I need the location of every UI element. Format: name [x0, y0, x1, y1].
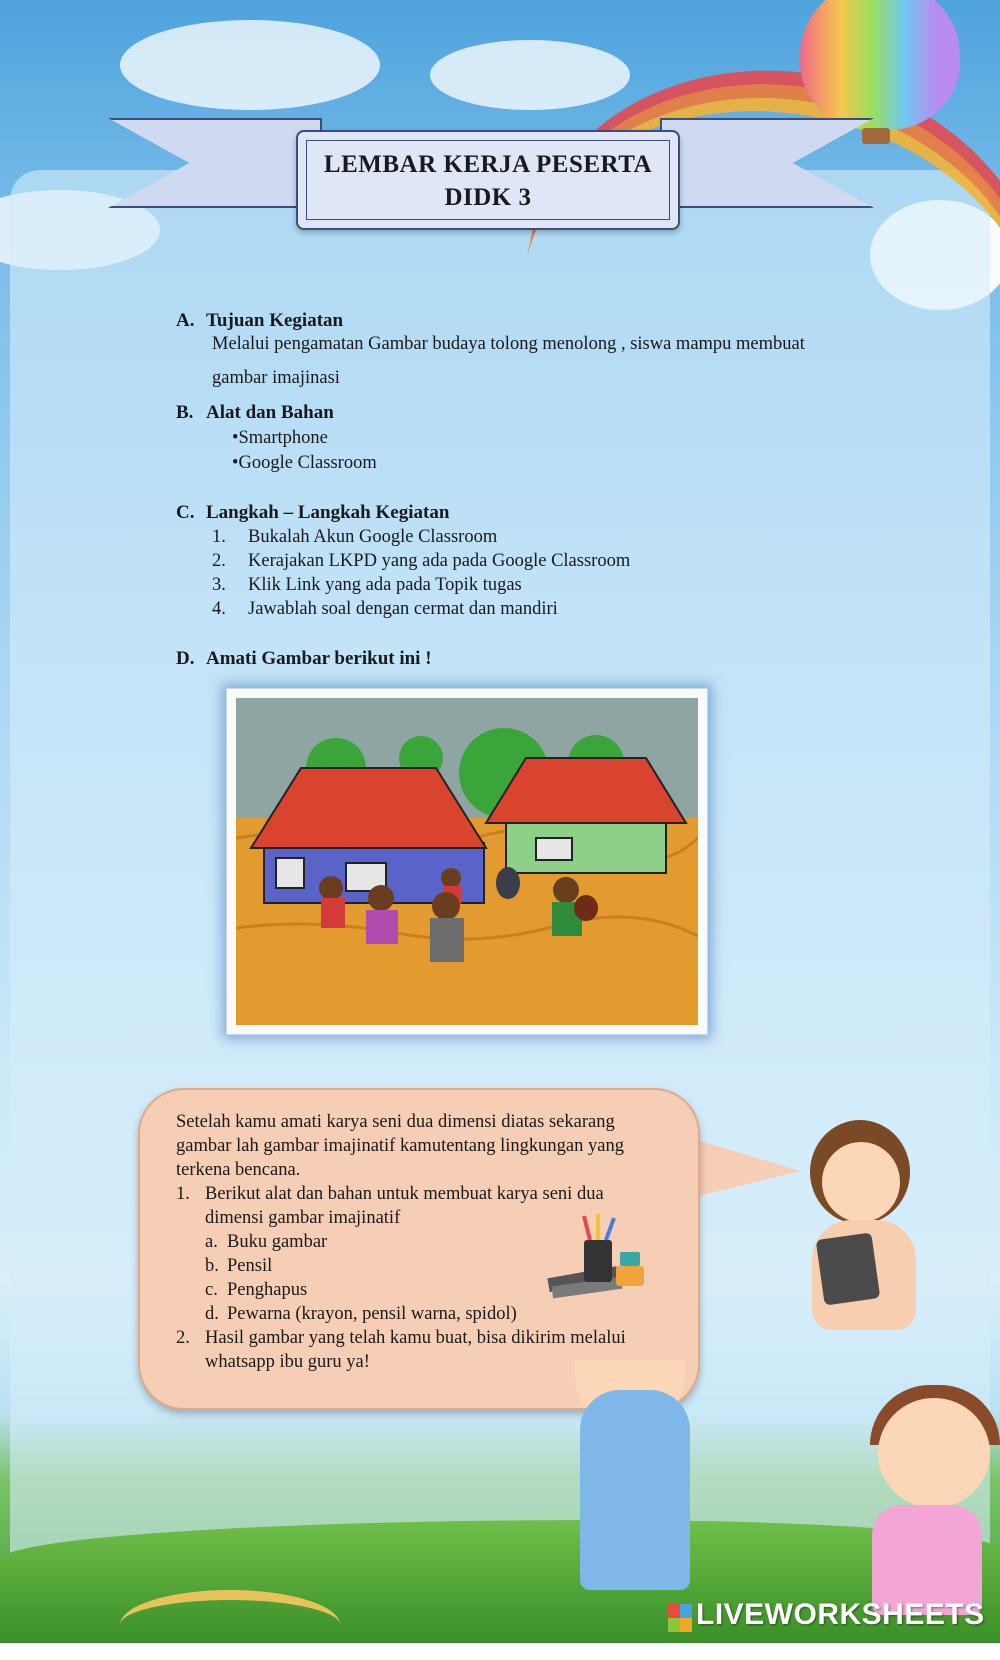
material-letter: d. — [205, 1304, 219, 1324]
cloud-decoration — [430, 40, 630, 110]
section-a-text-line-2: gambar imajinasi — [212, 368, 340, 388]
step-item — [212, 575, 522, 596]
material-item — [205, 1254, 272, 1278]
liveworksheets-watermark: LIVEWORKSHEETS — [696, 1598, 985, 1631]
section-a-heading — [176, 310, 343, 332]
material-item — [205, 1278, 307, 1302]
boy-character-body — [580, 1390, 690, 1590]
list-item-text: Google Classroom — [238, 453, 377, 473]
material-letter: a. — [205, 1232, 218, 1252]
material-item — [205, 1230, 327, 1254]
material-text: Pewarna (krayon, pensil warna, spidol) — [227, 1304, 517, 1324]
material-text: Pensil — [227, 1256, 273, 1276]
bubble-item-1 — [176, 1182, 604, 1206]
step-number: 4. — [212, 599, 226, 619]
hot-air-balloon-icon — [800, 0, 960, 130]
bullet-icon: • — [232, 453, 239, 473]
item-number: 2. — [176, 1328, 190, 1348]
material-text: Buku gambar — [227, 1232, 328, 1252]
item-text: Hasil gambar yang telah kamu buat, bisa dikirim melalui — [205, 1328, 626, 1348]
bubble-intro-line-3: terkena bencana. — [176, 1160, 301, 1180]
section-title: Alat dan Bahan — [206, 402, 334, 423]
section-letter: A. — [176, 310, 195, 331]
step-item — [212, 527, 497, 548]
bubble-item-1-line-2: dimensi gambar imajinatif — [205, 1208, 401, 1228]
step-text: Bukalah Akun Google Classroom — [248, 527, 498, 547]
section-a-text-line-1: Melalui pengamatan Gambar budaya tolong menolong , siswa mampu membuat — [212, 334, 805, 354]
material-text: Penghapus — [227, 1280, 308, 1300]
material-letter: b. — [205, 1256, 219, 1276]
flood-illustration-frame — [226, 688, 708, 1035]
tablet-icon — [816, 1232, 881, 1305]
step-text: Jawablah soal dengan cermat dan mandiri — [248, 599, 558, 619]
list-item — [232, 428, 328, 449]
title-banner — [296, 130, 680, 230]
title-line-2: DIDK 3 — [444, 184, 532, 211]
section-letter: D. — [176, 648, 195, 669]
section-d-heading — [176, 648, 432, 670]
bullet-icon: • — [232, 428, 239, 448]
girl-on-seesaw-face — [878, 1398, 990, 1508]
section-title: Tujuan Kegiatan — [206, 310, 344, 331]
step-item — [212, 599, 558, 620]
bubble-intro-line-2: gambar lah gambar imajinatif kamutentang lingkungan yang — [176, 1136, 624, 1156]
section-letter: B. — [176, 402, 194, 423]
section-b-heading — [176, 402, 334, 424]
page-title — [298, 148, 678, 214]
flood-illustration — [236, 698, 698, 1025]
stationery-icon — [544, 1212, 650, 1308]
bubble-item-2-line-2: whatsapp ibu guru ya! — [205, 1352, 370, 1372]
section-c-heading — [176, 502, 449, 524]
bubble-item-2 — [176, 1326, 626, 1350]
material-item — [205, 1302, 517, 1326]
title-line-1: LEMBAR KERJA PESERTA — [323, 151, 653, 178]
step-text: Kerajakan LKPD yang ada pada Google Classroom — [248, 551, 631, 571]
step-number: 1. — [212, 527, 226, 547]
item-text: Berikut alat dan bahan untuk membuat karya seni dua — [205, 1184, 604, 1204]
item-number: 1. — [176, 1184, 190, 1204]
step-item — [212, 551, 630, 572]
bubble-intro-line-1: Setelah kamu amati karya seni dua dimensi diatas sekarang — [176, 1112, 615, 1132]
step-text: Klik Link yang ada pada Topik tugas — [248, 575, 522, 595]
section-letter: C. — [176, 502, 195, 523]
list-item — [232, 453, 377, 474]
dirt-path — [120, 1590, 340, 1660]
liveworksheets-logo-icon — [668, 1604, 692, 1632]
step-number: 2. — [212, 551, 226, 571]
cloud-decoration — [120, 20, 380, 110]
girl-character-face — [822, 1142, 900, 1222]
balloon-basket-icon — [862, 128, 890, 144]
material-letter: c. — [205, 1280, 218, 1300]
list-item-text: Smartphone — [238, 428, 328, 448]
step-number: 3. — [212, 575, 226, 595]
section-title: Langkah – Langkah Kegiatan — [206, 502, 450, 523]
section-title: Amati Gambar berikut ini ! — [206, 648, 432, 669]
